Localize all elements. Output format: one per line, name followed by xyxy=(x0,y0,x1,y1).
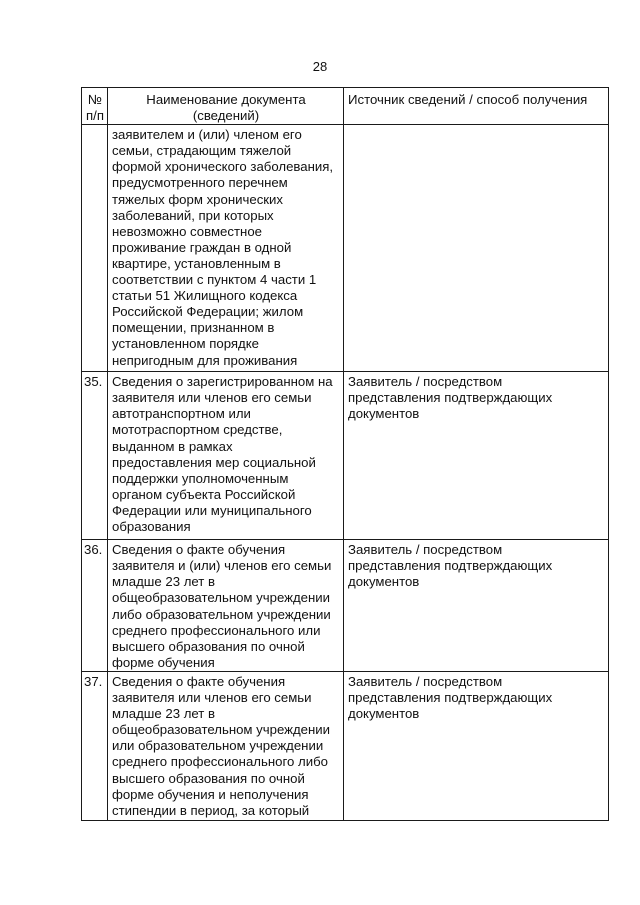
row-document-name: Сведения о зарегистрированном на заявителя или членов его семьи автотранспортном или мототраспортном средстве, выданном в рамках предоставления мер социальной поддержки уполномоченным органом субъекта Российской Федерации или муниципального образования xyxy=(108,372,344,540)
row-source: Заявитель / посредством представления подтверждающих документов xyxy=(344,540,609,672)
table-header-row xyxy=(82,88,609,125)
documents-table xyxy=(81,87,609,821)
row-number: 37. xyxy=(82,671,108,820)
header-source: Источник сведений / способ получения xyxy=(344,88,609,125)
row-number: 36. xyxy=(82,540,108,672)
table-row xyxy=(82,125,609,372)
table-row xyxy=(82,372,609,540)
row-source: Заявитель / посредством представления подтверждающих документов xyxy=(344,372,609,540)
page-number: 28 xyxy=(312,59,328,74)
row-document-name: Сведения о факте обучения заявителя и (или) членов его семьи младше 23 лет в общеобразовательном учреждении либо образовательном учреждении среднего профессионального или высшего образования по очной форме обучения xyxy=(108,540,344,672)
header-number: № п/п xyxy=(82,88,108,125)
row-source xyxy=(344,125,609,372)
header-document-name: Наименование документа (сведений) xyxy=(108,88,344,125)
row-document-name: заявителем и (или) членом его семьи, страдающим тяжелой формой хронического заболевания, предусмотренного перечнем тяжелых форм хронических заболеваний, при которых невозможно совместное проживание граждан в одной квартире, установленным в соответствии с пунктом 4 части 1 статьи 51 Жилищного кодекса Российской Федерации; жилом помещении, признанном в установленном порядке непригодным для проживания xyxy=(108,125,344,372)
row-document-name: Сведения о факте обучения заявителя или членов его семьи младше 23 лет в общеобразовательном учреждении или образовательном учреждении среднего профессионального либо высшего образования по очной форме обучения и неполучения стипендии в период, за который xyxy=(108,671,344,820)
row-source: Заявитель / посредством представления подтверждающих документов xyxy=(344,671,609,820)
table-row xyxy=(82,540,609,672)
row-number xyxy=(82,125,108,372)
row-number: 35. xyxy=(82,372,108,540)
table-row xyxy=(82,671,609,820)
